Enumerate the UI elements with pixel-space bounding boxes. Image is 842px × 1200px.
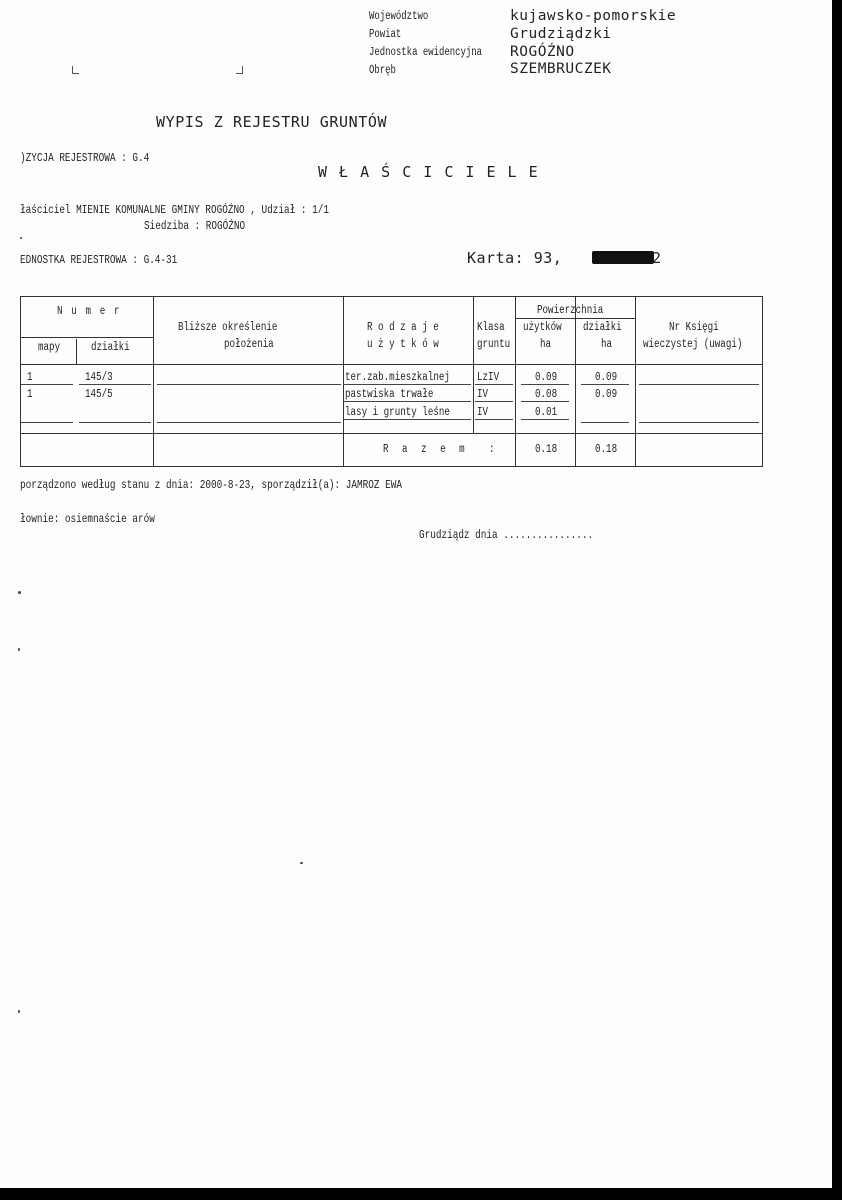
wojewodztwo-value: kujawsko-pomorskie	[510, 8, 677, 24]
powiat-label: Powiat	[369, 28, 402, 41]
uzytkow-sub-header: użytków	[523, 321, 562, 334]
powierzchnia-header: Powierzchnia	[537, 304, 604, 317]
slownie-line: łownie: osiemnaście arów	[20, 512, 155, 526]
jednostka-rejestrowa: EDNOSTKA REJESTROWA : G.4-31	[20, 253, 178, 267]
scan-speck	[20, 237, 22, 239]
scan-speck	[18, 1010, 20, 1013]
karta-label: Karta: 93,	[467, 249, 563, 267]
scan-speck	[300, 862, 303, 864]
row3-klasa: IV	[477, 406, 489, 419]
ksiegi-header: Nr Księgi	[669, 321, 719, 334]
row1-dzialki: 0.09	[595, 371, 618, 384]
obreb-label: Obręb	[369, 64, 396, 77]
klasa-header: Klasa	[477, 321, 505, 334]
row2-dzialki: 0.09	[595, 388, 618, 401]
place-date-line: Grudziądz dnia ................	[419, 528, 594, 542]
jednostka-value: ROGÓŹNO	[510, 44, 575, 60]
corner-mark-left	[72, 66, 79, 74]
polozenia-header: położenia	[224, 338, 274, 351]
document-title: WYPIS Z REJESTRU GRUNTÓW	[156, 113, 388, 131]
dzialki-sub-header: działki	[583, 321, 622, 334]
blizsze-header: Bliższe określenie	[178, 321, 278, 334]
row1-mapy: 1	[27, 371, 33, 384]
uzytkow-header: u ż y t k ó w	[367, 338, 439, 351]
section-title: W Ł A Ś C I C I E L E	[318, 163, 540, 181]
row1-klasa: LzIV	[477, 371, 500, 384]
numer-header: N u m e r	[57, 305, 122, 318]
corner-mark-right	[236, 66, 243, 74]
ha-uzytkow: ha	[540, 338, 552, 351]
row1-uzytkow: 0.09	[535, 371, 558, 384]
powiat-value: Grudziądzki	[510, 26, 612, 42]
dzialki-header: działki	[91, 341, 130, 354]
razem-label: R a z e m	[383, 443, 469, 456]
jednostka-label: Jednostka ewidencyjna	[369, 46, 483, 59]
pozycja-rejestrowa: )ZYCJA REJESTROWA : G.4	[20, 151, 150, 165]
scan-speck	[18, 591, 21, 594]
row1-dzialka: 145/3	[85, 371, 113, 384]
razem-uzytkow: 0.18	[535, 443, 558, 456]
seat-line: Siedziba : ROGÓŹNO	[144, 219, 246, 233]
owner-line: łaściciel MIENIE KOMUNALNE GMINY ROGÓŹNO , Udział : 1/1	[20, 203, 329, 217]
obreb-value: SZEMBRUCZEK	[510, 61, 612, 77]
ha-dzialki: ha	[601, 338, 613, 351]
row1-rodzaj: ter.zab.mieszkalnej	[345, 371, 450, 384]
wieczystej-header: wieczystej (uwagi)	[643, 338, 743, 351]
stan-line: porządzono według stanu z dnia: 2000-8-23, sporządził(a): JAMROZ EWA	[20, 478, 402, 492]
row2-klasa: IV	[477, 388, 489, 401]
wojewodztwo-label: Województwo	[369, 10, 429, 23]
gruntu-header: gruntu	[477, 338, 511, 351]
row2-dzialka: 145/5	[85, 388, 113, 401]
karta-tail: 2	[652, 249, 662, 267]
row2-mapy: 1	[27, 388, 33, 401]
scan-speck	[18, 648, 20, 651]
mapy-header: mapy	[38, 341, 61, 354]
redaction-block	[592, 251, 654, 264]
row2-uzytkow: 0.08	[535, 388, 558, 401]
row3-rodzaj: lasy i grunty leśne	[345, 406, 450, 419]
row2-rodzaj: pastwiska trwałe	[345, 388, 434, 401]
razem-colon: :	[489, 443, 495, 456]
razem-dzialki: 0.18	[595, 443, 618, 456]
row3-uzytkow: 0.01	[535, 406, 558, 419]
land-register-table	[20, 296, 763, 467]
rodzaje-header: R o d z a j e	[367, 321, 439, 334]
